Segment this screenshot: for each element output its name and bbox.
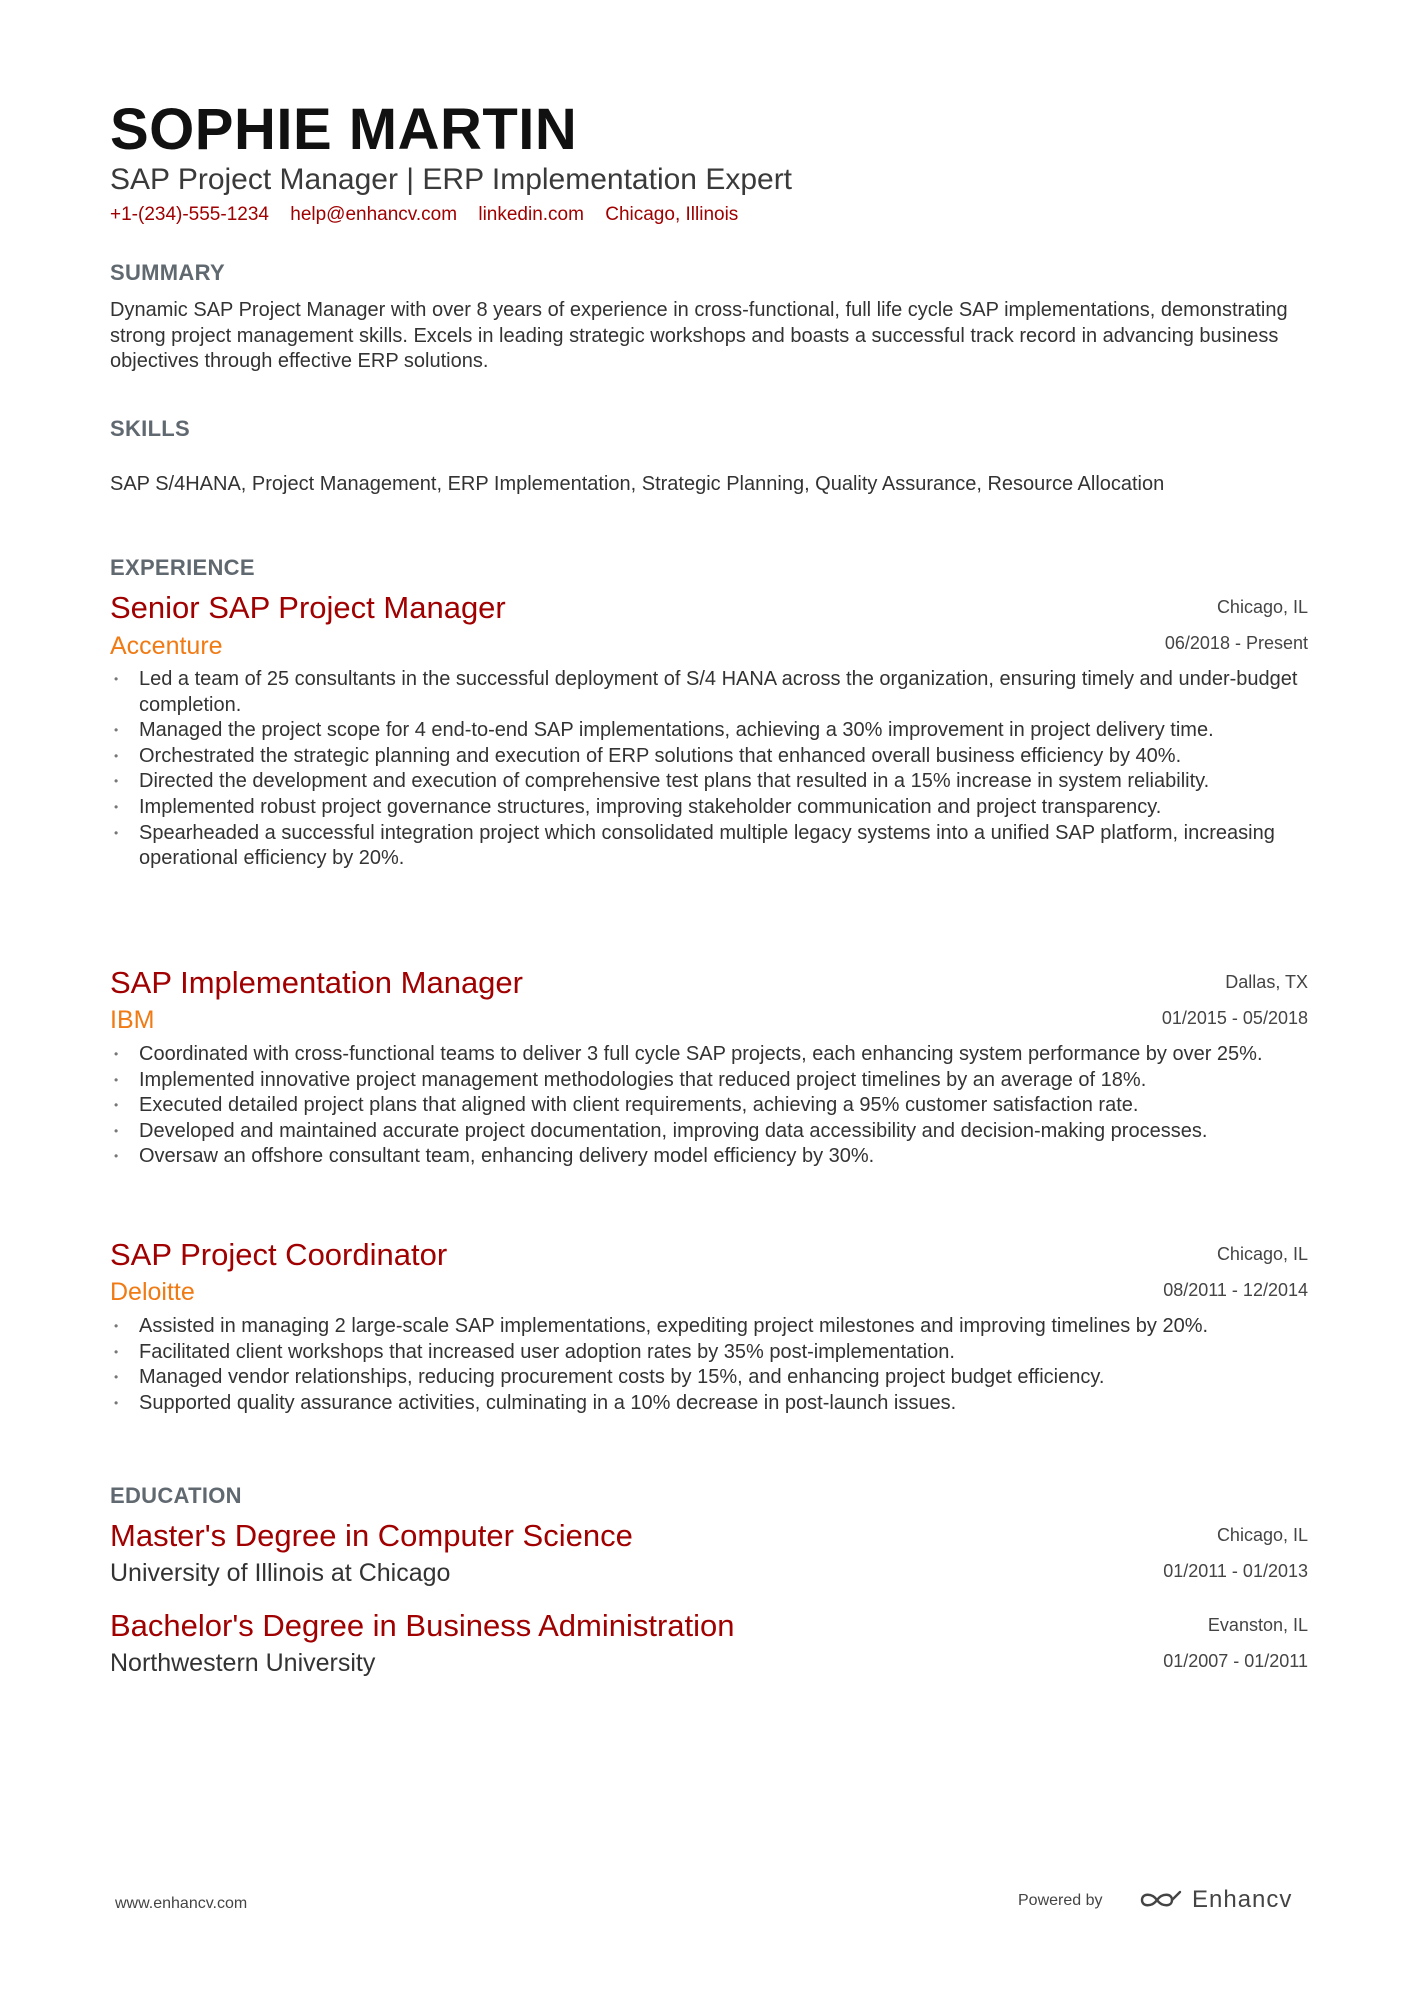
- candidate-headline: SAP Project Manager | ERP Implementation Expert: [110, 163, 793, 196]
- education-title: EDUCATION: [110, 1483, 242, 1508]
- education-degree: Master's Degree in Computer Science: [110, 1518, 633, 1553]
- footer-url[interactable]: www.enhancv.com: [115, 1895, 248, 1912]
- contact-linkedin[interactable]: linkedin.com: [478, 204, 584, 225]
- skills-title: SKILLS: [110, 416, 191, 441]
- job-location: Chicago, IL: [1216, 597, 1308, 617]
- job-role: SAP Implementation Manager: [110, 965, 523, 1000]
- list-item: • Developed and maintained accurate project documentation, improving data accessibility and decision-making processes.: [110, 1119, 1308, 1145]
- list-item: • Spearheaded a successful integration project which consolidated multiple legacy systems into a unified SAP platform, increasing operational efficiency by 20%.: [110, 821, 1308, 872]
- contact-location: Chicago, Illinois: [605, 204, 739, 225]
- contact-email[interactable]: help@enhancv.com: [290, 204, 458, 225]
- contact-phone[interactable]: +1-(234)-555-1234: [110, 204, 269, 225]
- job-company: Accenture: [110, 632, 223, 660]
- list-item: • Implemented innovative project management methodologies that reduced project timelines by an average of 18%.: [110, 1068, 1308, 1094]
- job-role: SAP Project Coordinator: [110, 1237, 448, 1272]
- education-school: Northwestern University: [110, 1649, 376, 1677]
- job-dates: 08/2011 - 12/2014: [1163, 1280, 1308, 1300]
- footer-brand-logo[interactable]: [1138, 1884, 1292, 1916]
- list-item: • Supported quality assurance activities, culminating in a 10% decrease in post-launch issues.: [110, 1391, 1308, 1417]
- skills-text: SAP S/4HANA, Project Management, ERP Implementation, Strategic Planning, Quality Assurance, Resource Allocation: [110, 473, 1165, 495]
- summary-text: Dynamic SAP Project Manager with over 8 years of experience in cross-functional, full life cycle SAP implementations, demonstrating strong project management skills. Excels in leading strategic workshops and boasts a successful track record in advancing business objectives through effective ERP solutions.: [110, 299, 1288, 373]
- job-company: IBM: [110, 1006, 155, 1034]
- list-item: • Managed the project scope for 4 end-to-end SAP implementations, achieving a 30% improvement in project delivery time.: [110, 718, 1308, 744]
- job-dates: 01/2015 - 05/2018: [1161, 1008, 1308, 1028]
- contact-info: [110, 202, 754, 228]
- list-item: • Coordinated with cross-functional teams to deliver 3 full cycle SAP projects, each enhancing system performance by over 25%.: [110, 1042, 1308, 1068]
- job-bullets: [110, 1042, 1308, 1170]
- job-location: Dallas, TX: [1225, 972, 1308, 992]
- list-item: • Assisted in managing 2 large-scale SAP implementations, expediting project milestones and improving timelines by 20%.: [110, 1314, 1308, 1340]
- education-location: Evanston, IL: [1207, 1615, 1308, 1635]
- list-item: • Orchestrated the strategic planning and execution of ERP solutions that enhanced overall business efficiency by 40%.: [110, 744, 1308, 770]
- list-item: • Facilitated client workshops that increased user adoption rates by 35% post-implementation.: [110, 1340, 1308, 1366]
- list-item: • Led a team of 25 consultants in the successful deployment of S/4 HANA across the organization, ensuring timely and under-budget completion.: [110, 667, 1308, 718]
- summary-title: SUMMARY: [110, 260, 225, 285]
- education-school: University of Illinois at Chicago: [110, 1559, 451, 1587]
- enhancv-logo-icon: [1138, 1887, 1184, 1913]
- experience-title: EXPERIENCE: [110, 555, 255, 580]
- job-role: Senior SAP Project Manager: [110, 590, 506, 625]
- footer-powered-by: Powered by: [1018, 1892, 1103, 1909]
- list-item: • Oversaw an offshore consultant team, enhancing delivery model efficiency by 30%.: [110, 1144, 1308, 1170]
- footer-brand-name: Enhancv: [1192, 1886, 1293, 1913]
- education-dates: 01/2011 - 01/2013: [1163, 1561, 1308, 1581]
- job-bullets: [110, 1314, 1308, 1416]
- education-location: Chicago, IL: [1216, 1525, 1308, 1545]
- education-degree: Bachelor's Degree in Business Administration: [110, 1608, 735, 1643]
- list-item: • Executed detailed project plans that aligned with client requirements, achieving a 95% customer satisfaction rate.: [110, 1093, 1308, 1119]
- list-item: • Managed vendor relationships, reducing procurement costs by 15%, and enhancing project budget efficiency.: [110, 1365, 1308, 1391]
- job-bullets: [110, 667, 1308, 872]
- job-location: Chicago, IL: [1216, 1244, 1308, 1264]
- list-item: • Implemented robust project governance structures, improving stakeholder communication and project transparency.: [110, 795, 1308, 821]
- job-dates: 06/2018 - Present: [1164, 633, 1308, 653]
- candidate-name: SOPHIE MARTIN: [110, 97, 578, 162]
- job-company: Deloitte: [110, 1278, 195, 1306]
- education-dates: 01/2007 - 01/2011: [1163, 1651, 1308, 1671]
- list-item: • Directed the development and execution of comprehensive test plans that resulted in a 15% increase in system reliability.: [110, 769, 1308, 795]
